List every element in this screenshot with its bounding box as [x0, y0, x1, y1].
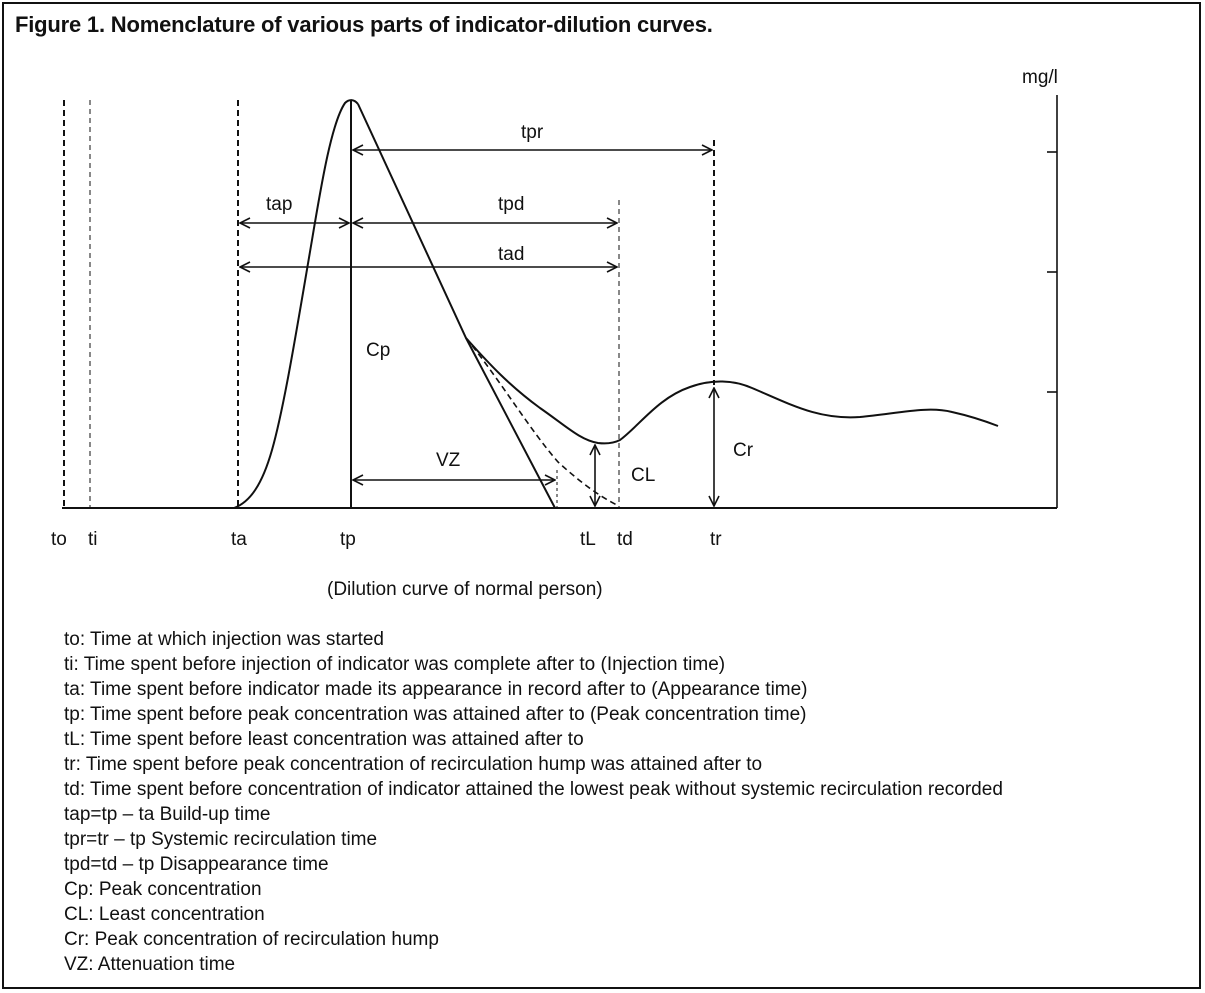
- legend-item: tap=tp – ta Build-up time: [64, 804, 271, 825]
- tp-label: tp: [340, 529, 356, 550]
- legend-list: [64, 627, 1003, 977]
- recirculation-curve: [466, 338, 998, 443]
- legend-item: tr: Time spent before peak concentration of recirculation hump was attained after to: [64, 754, 763, 775]
- ti-label: ti: [88, 529, 98, 550]
- to-label: to: [51, 529, 67, 550]
- tpd-label: tpd: [498, 194, 525, 215]
- legend-item: Cp: Peak concentration: [64, 879, 262, 900]
- legend-item: CL: Least concentration: [64, 904, 265, 925]
- dilution-curve-rise: [234, 100, 358, 508]
- cr-label: Cr: [733, 440, 754, 461]
- legend-item: VZ: Attenuation time: [64, 954, 236, 975]
- curve-caption: (Dilution curve of normal person): [327, 579, 603, 600]
- tad-label: tad: [498, 244, 525, 265]
- figure-title: Figure 1. Nomenclature of various parts of indicator-dilution curves.: [15, 12, 713, 37]
- legend-item: ta: Time spent before indicator made its appearance in record after to (Appearance time): [64, 679, 808, 700]
- legend-item: tL: Time spent before least concentration was attained after to: [64, 729, 584, 750]
- legend-item: to: Time at which injection was started: [64, 629, 384, 650]
- td-label: td: [617, 529, 633, 550]
- legend-item: tpd=td – tp Disappearance time: [64, 854, 329, 875]
- dilution-curve-descent: [358, 104, 555, 508]
- legend-item: ti: Time spent before injection of indicator was complete after to (Injection time): [64, 654, 726, 675]
- unit-label: mg/l: [1022, 67, 1058, 88]
- tl-label: tL: [580, 529, 596, 550]
- legend-item: Cr: Peak concentration of recirculation hump: [64, 929, 439, 950]
- legend-item: tp: Time spent before peak concentration was attained after to (Peak concentration time): [64, 704, 807, 725]
- tap-label: tap: [266, 194, 293, 215]
- ta-label: ta: [231, 529, 247, 550]
- vz-label: VZ: [436, 450, 461, 471]
- tpr-label: tpr: [521, 122, 544, 143]
- legend-item: tpr=tr – tp Systemic recirculation time: [64, 829, 378, 850]
- cl-label: CL: [631, 465, 656, 486]
- legend-item: td: Time spent before concentration of indicator attained the lowest peak without systemic recirculation recorded: [64, 779, 1003, 800]
- tr-label: tr: [710, 529, 722, 550]
- cp-label: Cp: [366, 340, 391, 361]
